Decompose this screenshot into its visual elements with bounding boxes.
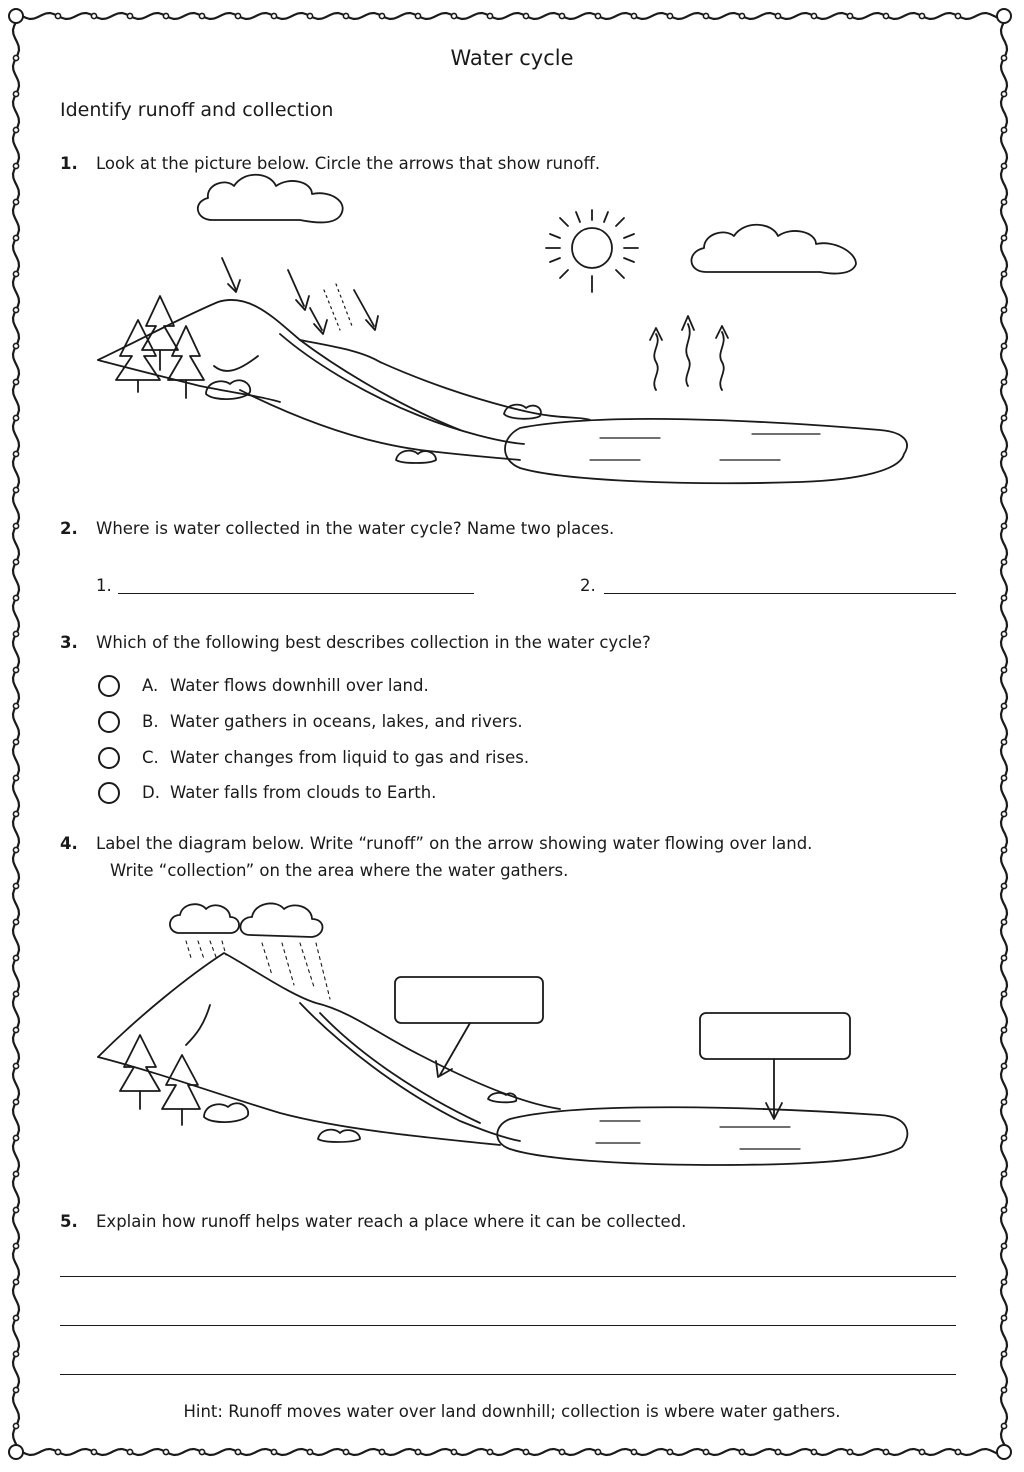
answer-blank-label: 1.: [96, 576, 112, 595]
border-dot: [487, 1449, 492, 1454]
border-dot: [271, 13, 276, 18]
border-dot: [883, 1449, 888, 1454]
bush-icon: [504, 405, 541, 419]
border-dot: [235, 1449, 240, 1454]
runoff-label-box: [395, 977, 543, 1023]
border-dot: [811, 1449, 816, 1454]
evaporation-arrow-icon: [650, 316, 728, 390]
border-dot: [883, 13, 888, 18]
border-dot: [13, 127, 18, 132]
option-text: Water falls from clouds to Earth.: [170, 783, 437, 802]
border-dot: [955, 13, 960, 18]
answer-line-2[interactable]: [60, 1325, 956, 1326]
mountain-slope: [98, 300, 590, 420]
border-dot: [13, 559, 18, 564]
answer-blank-1[interactable]: [118, 593, 474, 594]
radio-circle[interactable]: [98, 711, 120, 733]
border-dot: [13, 1207, 18, 1212]
border-dot: [775, 13, 780, 18]
border-dot: [13, 811, 18, 816]
border-dot: [523, 13, 528, 18]
question-text-line2: Write “collection” on the area where the water gathers.: [110, 861, 569, 880]
answer-line-3[interactable]: [60, 1374, 956, 1375]
question-text: Which of the following best describes collection in the water cycle?: [96, 633, 651, 652]
corner-ornament: [9, 1445, 23, 1459]
border-dot: [1001, 559, 1006, 564]
option-text: Water gathers in oceans, lakes, and rivers.: [170, 712, 523, 731]
border-dot: [13, 1351, 18, 1356]
border-dot: [13, 91, 18, 96]
option-text: Water flows downhill over land.: [170, 676, 429, 695]
lake: [505, 419, 907, 483]
border-dot: [13, 1243, 18, 1248]
border-dot: [559, 1449, 564, 1454]
border-dot: [55, 13, 60, 18]
border-dot: [163, 1449, 168, 1454]
border-dot: [13, 631, 18, 636]
border-dot: [235, 13, 240, 18]
border-dot: [13, 595, 18, 600]
cloud-icon: [691, 225, 856, 274]
bush-icon: [488, 1093, 516, 1102]
border-dot: [739, 13, 744, 18]
border-dot: [955, 1449, 960, 1454]
border-dot: [775, 1449, 780, 1454]
border-dot: [199, 13, 204, 18]
border-dot: [595, 13, 600, 18]
water-cycle-diagram-1: [0, 180, 1024, 500]
question-text: Label the diagram below. Write “runoff” on the arrow showing water flowing over land.: [96, 834, 813, 853]
question-number: 5.: [60, 1212, 78, 1231]
bush-icon: [206, 380, 250, 399]
border-dot: [13, 739, 18, 744]
worksheet-title: Water cycle: [450, 46, 574, 70]
border-dot: [1001, 595, 1006, 600]
border-dot: [13, 883, 18, 888]
question-number: 2.: [60, 519, 78, 538]
option-letter: C.: [142, 748, 159, 767]
question-text: Look at the picture below. Circle the arrows that show runoff.: [96, 154, 601, 173]
border-dot: [1001, 775, 1006, 780]
border-dot: [559, 13, 564, 18]
border-dot: [127, 1449, 132, 1454]
arrow-icon: [222, 258, 378, 334]
border-dot: [631, 1449, 636, 1454]
corner-ornament: [9, 9, 23, 23]
option-letter: A.: [142, 676, 159, 695]
border-dot: [307, 13, 312, 18]
cloud-icon: [170, 904, 239, 933]
border-dot: [1001, 127, 1006, 132]
border-dot: [1001, 667, 1006, 672]
border-dot: [523, 1449, 528, 1454]
border-dot: [13, 1171, 18, 1176]
border-dot: [271, 1449, 276, 1454]
border-dot: [703, 1449, 708, 1454]
border-dot: [1001, 631, 1006, 636]
border-dot: [1001, 703, 1006, 708]
border-dot: [703, 13, 708, 18]
border-dot: [1001, 91, 1006, 96]
border-dot: [487, 13, 492, 18]
border-dot: [667, 1449, 672, 1454]
rock-icon: [396, 451, 436, 463]
bush-icon: [204, 1103, 248, 1122]
border-dot: [1001, 523, 1006, 528]
corner-ornament: [997, 1445, 1011, 1459]
border-dot: [919, 13, 924, 18]
corner-ornament: [997, 9, 1011, 23]
question-number: 1.: [60, 154, 78, 173]
border-dot: [595, 1449, 600, 1454]
cloud-icon: [240, 903, 322, 937]
border-dot: [199, 1449, 204, 1454]
arrow-icon: [440, 1023, 470, 1075]
border-dot: [415, 1449, 420, 1454]
border-dot: [1001, 1207, 1006, 1212]
radio-circle[interactable]: [98, 675, 120, 697]
border-dot: [667, 13, 672, 18]
radio-circle[interactable]: [98, 747, 120, 769]
border-dot: [163, 13, 168, 18]
border-dot: [1001, 1387, 1006, 1392]
border-dot: [379, 1449, 384, 1454]
border-dot: [343, 13, 348, 18]
cloud-icon: [198, 175, 343, 223]
border-dot: [13, 667, 18, 672]
answer-line-1[interactable]: [60, 1276, 956, 1277]
border-dot: [13, 775, 18, 780]
border-dot: [13, 163, 18, 168]
question-number: 4.: [60, 834, 78, 853]
border-dot: [415, 13, 420, 18]
border-dot: [1001, 1243, 1006, 1248]
answer-blank-label: 2.: [580, 576, 596, 595]
question-text: Explain how runoff helps water reach a place where it can be collected.: [96, 1212, 687, 1231]
border-dot: [91, 13, 96, 18]
border-dot: [91, 1449, 96, 1454]
lake: [497, 1107, 907, 1165]
border-dot: [1001, 1423, 1006, 1428]
option-letter: D.: [142, 783, 160, 802]
collection-label-box: [700, 1013, 850, 1059]
border-dot: [343, 1449, 348, 1454]
border-dot: [451, 1449, 456, 1454]
border-dot: [919, 1449, 924, 1454]
option-letter: B.: [142, 712, 159, 731]
rock-icon: [318, 1130, 360, 1142]
tree-icon: [120, 1035, 200, 1125]
border-dot: [13, 1315, 18, 1320]
border-dot: [13, 703, 18, 708]
question-text: Where is water collected in the water cycle? Name two places.: [96, 519, 615, 538]
border-dot: [631, 13, 636, 18]
border-dot: [1001, 739, 1006, 744]
border-dot: [1001, 1351, 1006, 1356]
border-dot: [379, 13, 384, 18]
border-dot: [1001, 811, 1006, 816]
border-dot: [13, 1279, 18, 1284]
option-text: Water changes from liquid to gas and rises.: [170, 748, 530, 767]
water-cycle-diagram-2: [0, 895, 1024, 1165]
border-dot: [127, 13, 132, 18]
hint-text: Hint: Runoff moves water over land downhill; collection is wbere water gathers.: [183, 1402, 841, 1421]
answer-blank-2[interactable]: [604, 593, 956, 594]
border-dot: [451, 13, 456, 18]
border-dot: [1001, 1279, 1006, 1284]
border-dot: [1001, 1315, 1006, 1320]
border-dot: [13, 1423, 18, 1428]
border-dot: [811, 13, 816, 18]
border-dot: [847, 1449, 852, 1454]
question-number: 3.: [60, 633, 78, 652]
border-dot: [1001, 847, 1006, 852]
radio-circle[interactable]: [98, 782, 120, 804]
worksheet-subtitle: Identify runoff and collection: [60, 99, 334, 121]
border-dot: [739, 1449, 744, 1454]
tree-icon: [116, 296, 204, 398]
border-dot: [55, 1449, 60, 1454]
border-dot: [1001, 163, 1006, 168]
border-dot: [307, 1449, 312, 1454]
sun-icon: [546, 210, 638, 292]
border-dot: [13, 847, 18, 852]
border-dot: [1001, 1171, 1006, 1176]
border-dot: [847, 13, 852, 18]
border-dot: [13, 1387, 18, 1392]
border-dot: [1001, 883, 1006, 888]
border-dot: [13, 523, 18, 528]
